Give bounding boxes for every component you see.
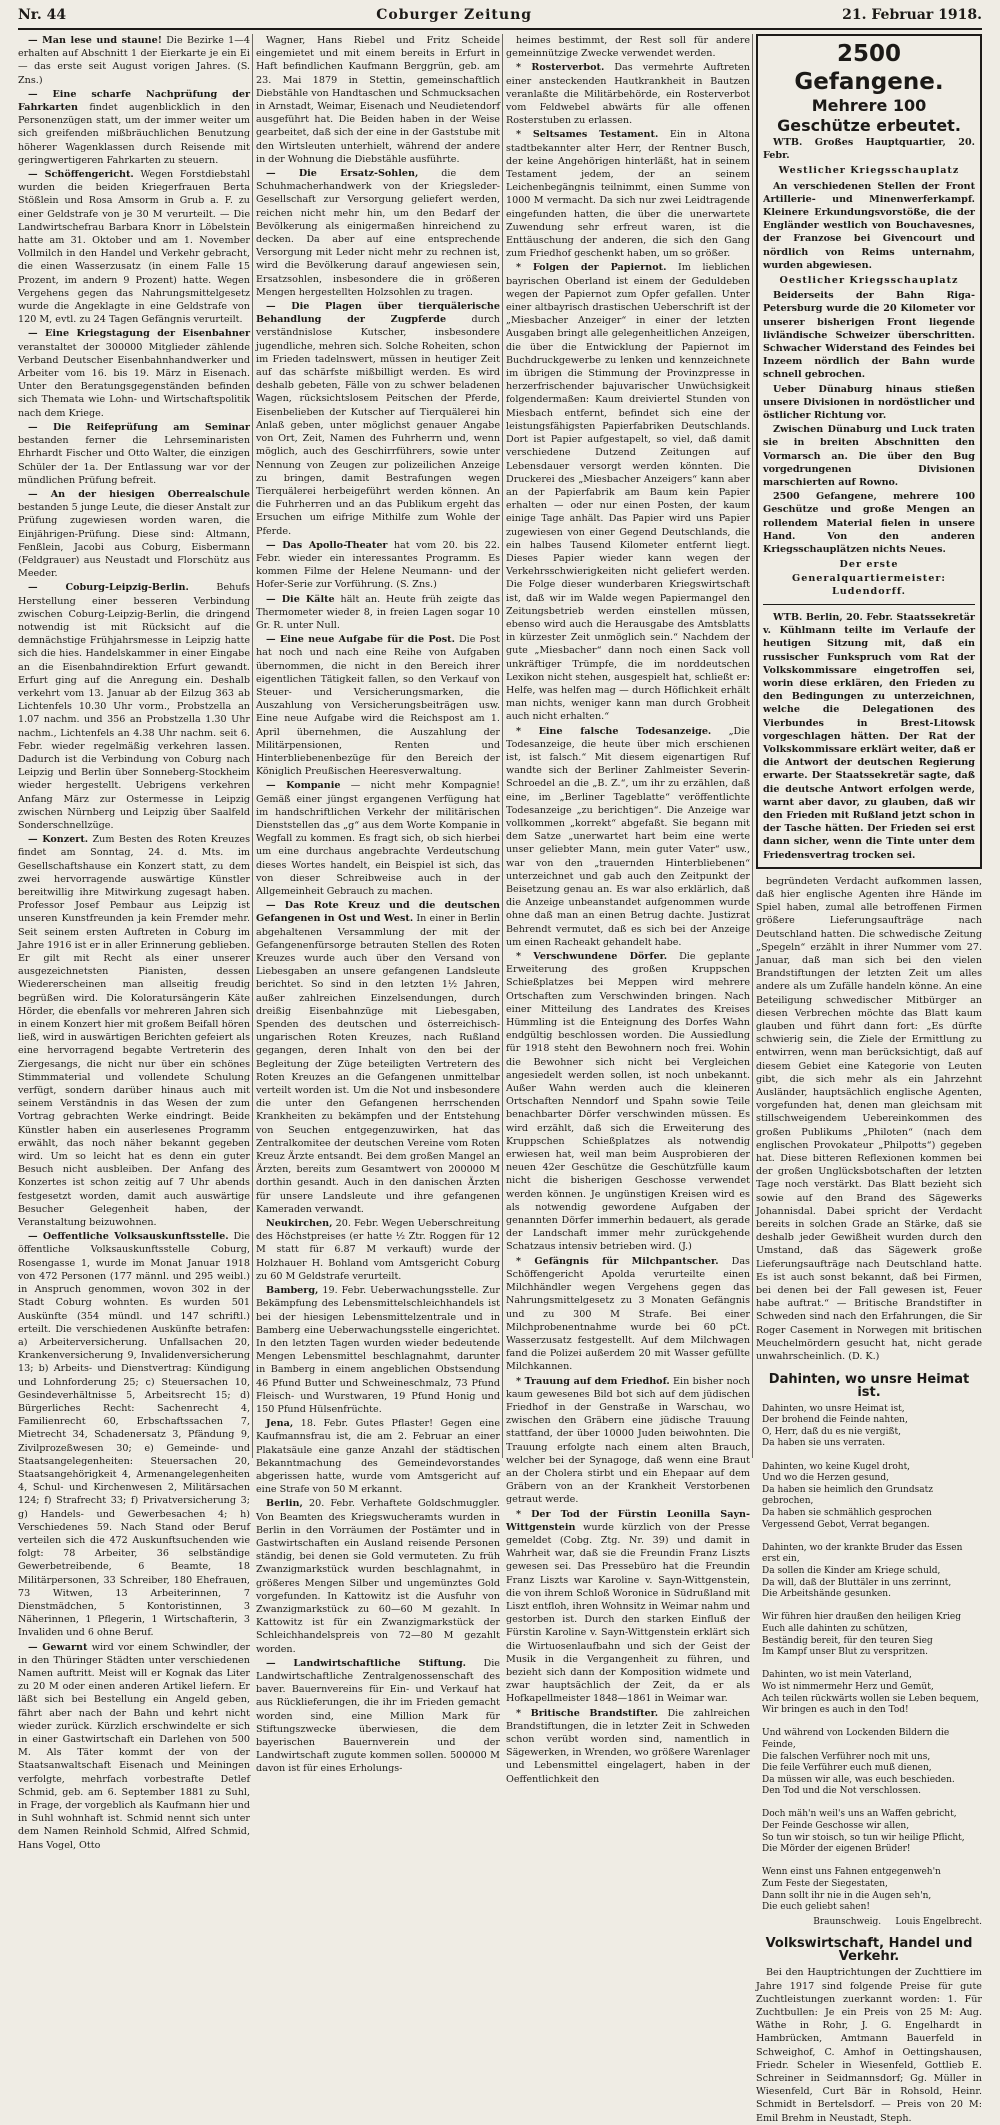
article-text: die dem Schuhmacherhandwerk von der Kriegsleder-Gesellschaft zur Versorgung geliefert werden, reichen nicht mehr hin, um den Bedarf der Bevölkerung als einigermaßen hinreichend zu decken. Da aber auf eine entsprechende Versorgung mit Leder nicht mehr zu rechnen ist, wird die Bevölkerung darauf angewiesen sein, Ersatzsohlen, insbesondere die in größeren Mengen hergestellten Holzsohlen zu tragen. <box>256 168 500 298</box>
article-heading: — Eine Kriegstagung der Eisenbahner <box>28 328 250 340</box>
column-2 <box>256 34 500 1775</box>
berlin-report: WTB. Berlin, 20. Febr. Staatssekretär v. Kühlmann teilte im Verlaufe der heutigen Sitzung mit, daß ein russischer Funkspruch vom Rat der Volkskommissare eingetroffen sei, worin diese erklären, den Frieden zu den Bedingungen zu unterzeichnen, welche die Delegationen des Vierbundes in Brest-Litowsk vorgeschlagen hätten. Der Rat der Volkskommissare erklärt weiter, daß er die Antwort der deutschen Regierung erwarte. Der Staatssekretär sagte, daß die deutsche Antwort erfolgen werde, warnt aber davor, zu glauben, daß wir den Frieden mit Rußland jetzt schon in der Tasche hätten. Der Frieden sei erst dann sicher, wenn die Tinte unter dem Friedensvertrag trocken sei. <box>763 611 975 861</box>
poem-line: Da haben sie schmählich gesprochen <box>762 1508 932 1519</box>
article <box>506 1255 750 1374</box>
poem-line: Der Feinde Geschosse wir allen, <box>762 1821 910 1832</box>
poem-line: Wenn einst uns Fahnen entgegenweh'n <box>762 1867 941 1878</box>
war-report-box <box>756 34 982 869</box>
article <box>256 779 500 898</box>
article <box>18 34 250 87</box>
article-text: findet augenblicklich in den Personenzügen statt, um der immer weiter um sich greifenden mißbräuchlichen Benutzung höherer Wagenklassen durch Reisende mit geringwertigeren Fahrkarten zu steuern. <box>18 102 250 166</box>
article <box>506 725 750 949</box>
article <box>18 581 250 832</box>
masthead <box>18 4 982 26</box>
article-heading: — Das Rote Kreuz und die deutschen Gefangenen in Ost und West. <box>256 900 500 925</box>
article-heading: * Seltsames Testament. <box>516 129 659 141</box>
poem-line: Die falschen Verführer noch mit uns, <box>762 1751 931 1762</box>
poem-line: Im Kampf unser Blut zu verspritzen. <box>762 1647 929 1658</box>
article-heading: — Man lese und staune! <box>28 35 162 46</box>
poem-line: Dahinten, wo unsre Heimat ist, <box>762 1403 905 1414</box>
article <box>18 1641 250 1852</box>
article-text: Das Schöffengericht Apolda verurteilte einen Milchhändler wegen Vergehens gegen das Nahrungsmittelgesetz zu 3 Monaten Gefängnis und zu 300 M Strafe. Bei einer Milchprobenentnahme wurde bei 60 pCt. Wasserzusatz festgestellt. Auf dem Milchwagen fand die Polizei außerdem 20 mit Wasser gefüllte Milchkannen. <box>506 1255 750 1373</box>
article <box>506 1508 750 1706</box>
article-heading: — Schöffengericht. <box>28 169 134 181</box>
article <box>256 899 500 1216</box>
article <box>256 1284 500 1416</box>
article-text: Die Post hat noch und nach eine Reihe von Aufgaben übernommen, die nicht in den Bereich ihrer eigentlichen Tätigkeit fallen, so den Verkauf von Steuer- und Versicherungsmarken, die Auszahlung von Versicherungsbeiträgen usw. Eine neue Aufgabe wird die Reichspost am 1. April übernehmen, die Auszahlung der Militärpensionen, Renten und Hinterbliebenenbezüge für den Bereich der Königlich Preußischen Heeresverwaltung. <box>256 634 500 778</box>
article <box>256 593 500 633</box>
article-text: 18. Febr. Gutes Pflaster! Gegen eine Kaufmannsfrau ist, die am 2. Februar an einer Plakatsäule eine ganze Anzahl der städtischen Bekanntmachung des Gemeindevorstandes abgerissen hatte, wurde vom Amtsgericht auf eine Strafe von 50 M erkannt. <box>256 1418 500 1496</box>
article-text: Die öffentliche Volksauskunftsstelle Coburg, Rosengasse 1, wurde im Monat Januar 1918 von 472 Personen (177 männl. und 295 weibl.) in Anspruch genommen, wovon 302 in der Stadt Coburg wohnten. Es wurden 501 Auskünfte (354 mündl. und 147 schriftl.) erteilt. Die verschiedenen Auskünfte betrafen: a) Arbeiterversicherung. Unfallsachen 20, Krankenversicherung 9, Invalidenversicherung 13; b) Arbeits- und Dienstvertrag: Kündigung und Lohnforderung 25; c) Steuersachen 10, Gesindeverhältnisse 5, Arbeitsrecht 15; d) Bürgerliches Recht: Sachenrecht 4, Familienrecht 60, Erbschaftssachen 7, Mietrecht 34, Schadenersatz 3, Pfändung 9, Zivilprozeßwesen 30; e) Gemeinde- und Staatsangelegenheiten: Steuersachen 20, Staatsangehörigkeit 4, Armenangelegenheiten 4, Schul- und Kirchenwesen 2, Militärsachen 124; f) Strafrecht 33; f) Privatversicherung 3; g) Handels- und Gewerbesachen 4; h) Verschiedenes 59. Nach Stand oder Beruf verteilen sich die 472 Auskunftsuchenden wie folgt: 78 Arbeiter, 36 selbständige Gewerbetreibende, 6 Beamte, 18 Militärpersonen, 33 Schreiber, 180 Ehefrauen, 73 Witwen, 13 Arbeiterinnen, 7 Dienstmädchen, 5 Kontoristinnen, 3 Näherinnen, 1 Pflegerin, 1 Wirtschafterin, 3 Invaliden und 6 ohne Beruf. <box>18 1231 250 1639</box>
poem-line: Da haben sie heimlich den Grundsatz gebrochen, <box>762 1484 933 1507</box>
poem-line: Da will, daß der Bluttäler in uns zerrinnt, <box>762 1577 952 1588</box>
article-heading: * Folgen der Papiernot. <box>516 262 667 274</box>
article <box>506 1375 750 1507</box>
article-heading: — Gewarnt <box>28 1641 88 1653</box>
east-report-3: Zwischen Dünaburg und Luck traten sie in breiten Abschnitten den Vormarsch an. Die über den Bug vorgedrungenen Divisionen marschierten auf Rowno. <box>763 424 975 489</box>
article-text: Die Landwirtschaftliche Zentralgenossenschaft des baver. Bauernvereins für Ein- und Verkauf hat aus Rücklieferungen, die ihr im Frieden gemacht worden sind, eine Million Mark für Stiftungszwecke überwiesen, die dem bayerischen Bauernverein und der Landwirtschaft zugute kommen sollen. 500000 M davon ist für eines Erholungs- <box>256 1657 500 1775</box>
section-west: Westlicher Kriegsschauplatz <box>778 165 960 177</box>
article <box>18 1230 250 1639</box>
article-text: Im lieblichen bayrischen Oberland ist einem der Geduldeben wegen der Papiernot zum Opfer gefallen. Unter einer altbayrisch drastischen Ueberschrift ist der „Miesbacher Anzeiger“ in einer der letzten Ausgaben bringt alle gelegenheitlichen Anzeigen, die über die Entwicklung der Papiernot im Buchdruckgewerbe zu lenken und kennzeichnete im übrigen die Stimmung der Provinzpresse in herzerfrischender bajuvarischer Unwüchsigkeit folgendermaßen: Kaum dreiviertel Stunden von Miesbach entfernt, befindet sich eine der leistungsfähigsten Papierfabriken Deutschlands. Dort ist Papier aufgestapelt, so viel, daß damit verschiedene Dutzend Zeitungen auf Lebensdauer versorgt werden könnten. Die Druckerei des „Miesbacher Anzeigers“ kann aber an der Papierfabrik am Baum kein Papier erhalten — oder nur einen Posten, der kaum einige Tage anhält. Das Papier wird uns Papier zugewiesen von einer Gegend Deutschlands, die ein halbes Tausend Kilometer entfernt liegt. Dieses Papier wieder kann wegen der Verkehrsschwierigkeiten nicht geliefert werden. Die Folge dieser wunderbaren Kriegswirtschaft ist, daß wir im Walde wegen Papiermangel den Zeitungsbetrieb werden einstellen müssen, ebenso wird auch die Herausgabe des Amtsblatts in kürzester Zeit unmöglich sein.“ Nachdem der gute „Miesbacher“ dann noch einen Sack voll unkräftiger Trümpfe, die im norddeutschen Lexikon nicht stehen, ausgespielt hat, schließt er: Helfe, was helfen mag — durch Höflichkeit erhält man nichts, weniger kann man durch Grobheit auch nicht erhalten.“ <box>506 262 750 723</box>
article-text: „Die Todesanzeige, die heute über mich erschienen ist, ist falsch.“ Mit diesem eigenartigen Ruf wandte sich der Berliner Zahlmeister Severin-Schroedel an die „B. Z.“, um ihr zu erzählen, daß eine, im „Berliner Tageblatte“ veröffentlichte Todesanzeige „zu berichtigen“. Die Anzeige war vollkommen „korrekt“ abgefaßt. Sie begann mit dem Satze „unerwartet hart beim eine werte unser geliebter Mann, mein guter Vater“ usw., war von den „trauernden Hinterbliebenen“ unterzeichnet und gab auch den Zeitpunkt der Beisetzung genau an. Es war also erklärlich, daß die Anzeige unbeanstandet aufgenommen wurde ohne daß man an einen Betrug dachte. Justizrat Behrendt vermutet, daß es sich bei der Anzeige um einen Racheakt gehandelt habe. <box>506 725 750 948</box>
article <box>256 1657 500 1776</box>
poem-author: Louis Engelbrecht. <box>895 1916 982 1927</box>
article-text: heimes bestimmt, der Rest soll für andere gemeinnützige Zwecke verwendet werden. <box>506 35 750 60</box>
poem-line <box>762 1450 982 1462</box>
article-heading: — Die Plagen über tierquälerische Behandlung der Zugpferde <box>256 301 500 326</box>
poem-line <box>762 1798 982 1810</box>
article-text: — nicht mehr Kompagnie! Gemäß einer jüngst ergangenen Verfügung hat im handschriftlichen Verkehr der militärischen Dienststellen das „g“ aus dem Worte Kompanie in Wegfall zu kommen. Es fragt sich, ob sich hierbei um eine durchaus angebrachte Verdeutschung dieses Wortes handelt, ein Beispiel ist sich, das von dieser Schreibweise auch in der Allgemeinheit Gebrauch zu machen. <box>256 780 500 897</box>
poem-line: Da müssen wir alle, was euch beschieden. <box>762 1774 955 1785</box>
poem-line: Zum Feste der Siegestaten, <box>762 1879 888 1890</box>
poem-line: Wir führen hier draußen den heiligen Krieg <box>762 1612 961 1623</box>
article-text: In einer in Berlin abgehaltenen Versammlung der mit der Gefangenenfürsorge betrauten Stellen des Roten Kreuzes wurde auch über den Versand von Liebesgaben an unsere gefangenen Landsleute berichtet. So sind in den letzten 1½ Jahren, außer zahlreichen Einzelsendungen, durch dreißig Eisenbahnzüge mit Liebesgaben, Spenden des deutschen und österreichisch-ungarischen Roten Kreuzes, nach Rußland gegangen, deren Inhalt von den bei der Begleitung der Züge beteiligten Vertretern des Roten Kreuzes an die Gefangenen unmittelbar verteilt worden ist. Um die Not und insbesondere die unter den Gefangenen herrschenden Krankheiten zu bekämpfen und der Entstehung von Seuchen entgegenzuwirken, hat das Zentralkomitee der deutschen Vereine vom Roten Kreuz Ärzte entsandt. Bei dem großen Mangel an Ärzten, bereits zum Gesamtwert von 200000 M dorthin gesandt. Auch in den danischen Ärzten für unsere Landsleute und ihre gefangenen Kameraden verwandt. <box>256 913 500 1215</box>
article-text: Behufs Herstellung einer besseren Verbindung zwischen Coburg-Leipzig-Berlin, die dringend notwendig ist mit Rücksicht auf die demnächstige Frühjahrsmesse in Leipzig hatte sich die hies. Handelskammer in einer Eingabe an die Eisenbahndirektion Erfurt gewandt. Erfurt ging auf die Anregung ein. Deshalb verkehrt vom 13. Januar ab der Eilzug 363 ab Lichtenfels 10.30 Uhr vorm., Probstzella an 1.07 nachm. und 356 an Probstzella 1.30 Uhr nachm., Lichtenfels an 4.38 Uhr nachm. seit 6. Febr. wieder regelmäßig verkehren lassen. Dadurch ist die Verbindung von Coburg nach Leipzig und Berlin über Sonneberg-Stockheim wieder hergestellt. Uebrigens verkehren Anfang März zur Ostermesse in Leipzig zwischen Nürnberg und Leipzig über Saalfeld Sonderschnellzüge. <box>18 582 250 831</box>
article-heading: — Oeffentliche Volksauskunftsstelle. <box>28 1231 229 1243</box>
poem-line <box>762 1717 982 1729</box>
article-heading: * Eine falsche Todesanzeige. <box>516 725 712 737</box>
poem-line: Da sollen die Kinder am Kriege schuld, <box>762 1566 941 1576</box>
article-heading: — An der hiesigen Oberrealschule <box>28 488 250 500</box>
article-heading: — Landwirtschaftliche Stiftung. <box>266 1657 467 1669</box>
article <box>18 488 250 580</box>
section-east: Oestlicher Kriegsschauplatz <box>779 275 959 287</box>
poem-title: Dahinten, wo unsre Heimat ist. <box>768 1372 970 1401</box>
economy-heading: Volkswirtschaft, Handel und Verkehr. <box>765 1936 973 1965</box>
column-divider <box>252 34 253 1458</box>
article-text: Die geplante Erweiterung des großen Kruppschen Schießplatzes bei Meppen wird mehrere Ortschaften zum Verschwinden bringen. Nach einer Mitteilung des Landrates des Kreises Hümmling ist die Enteignung des Dorfes Wahn endgültig beschlossen worden. Die Aussiedlung für 1918 steht den Bewohnern noch frei. Wohin die Bewohner sich nicht bei Vergleichen angesiedelt werden sollen, ist noch unbekannt. Außer Wahn werden auch die kleineren Ortschaften Nenndorf und Spahn sowie Teile benachbarter Dörfer verschwinden müssen. Es wird erzählt, daß sich die Erweiterung des Kruppschen Schießplatzes als notwendig erwiesen hat, weil man beim Ausprobieren der neuen 42er Geschütze die Geschützfülle kaum nicht die bisherigen Geschosse verwendet werden können. Je ungünstigen Kreisen wird es als notwendig gewordene Aufgaben der genannten Dörfer immerhin bedauert, als gerade der Landschaft immer mehr zurückgehende Schatzaus intensiv betrieben wird. (J.) <box>506 951 750 1253</box>
column-divider <box>752 34 753 1458</box>
poem-line: Da haben sie uns verraten. <box>762 1438 886 1449</box>
article <box>18 833 250 1229</box>
article-heading: — Konzert. <box>28 834 89 846</box>
article-text: Die zahlreichen Brandstiftungen, die in letzter Zeit in Schweden schon verübt worden sind, namentlich in Sägewerken, in Wrenden, wo größere Warenlager und Lebensmittel eingelagert, haben in der Oeffentlichkeit den <box>506 1707 750 1785</box>
report-signature: Der erste Generalquartiermeister: Ludendorff. <box>792 559 946 597</box>
arson-article-continued: begründeten Verdacht aufkommen lassen, daß hier englische Agenten ihre Hände im Spiel haben, zumal alle betroffenen Firmen größere Lieferungsaufträge nach Deutschland hatten. Die schwedische Zeitung „Spegeln“ erzählt in ihrer Nummer vom 27. Januar, daß man sich bei den vielen Brandstiftungen der letzten Zeit um alles andere als um Zufälle handeln könne. An eine Beteiligung schwedischer Mitbürger an diesen Verbrechen möchte das Blatt kaum glauben und führt dann fort: „Es dürfte schwierig sein, die Ziele der Ermittlung zu entwirren, wenn man berücksichtigt, daß auf diesem Gebiet eine Kategorie von Leuten gibt, die sich mehr als ein Jahrzehnt Ausländer, hauptsächlich englische Agenten, vorgefunden hat, denen man gleichsam mit stillschweigendem Uebereinkommen des großen Publikums „Philoten“ (nach dem englischen Provokateur „Philpotts“) gegeben hat. Diese bitteren Reflexionen kommen bei der großen Unglücksbotschaften der letzten Tage noch verstärkt. Das Blatt bezieht sich sowie auf den Brand des Sägewerks Johannisdal. Dabei spricht der Verdacht bereits in solchen Grade an Stärke, daß sie deshalb jeder Gewißheit wurden durch den Umstand, daß das Sägewerk große Lieferungsaufträge nach Deutschland hatte. Es ist auch sonst bekannt, daß bei Firmen, bei denen bei der Fall gewesen ist, Feuer habe auftrat.“ — Britische Brandstifter in Schweden sind nach den Erfahrungen, die Sir Roger Casement in Norwegen mit britischen Meuchelmördern gesucht hat, nicht gerade unwahrscheinlich. (D. K.) <box>756 875 982 1363</box>
article <box>256 539 500 592</box>
poem-line: Die Arbeitshände gesunken. <box>762 1589 891 1600</box>
headline-guns: Mehrere 100 Geschütze erbeutet. <box>777 96 961 135</box>
article <box>256 1217 500 1283</box>
article-text: Wagner, Hans Riebel und Fritz Scheide eingemietet und mit einem bereits in Erfurt in Haft befindlichen Kaufmann Berggrün, geb. am 23. Mai 1879 in Stettin, gemeinschaftlich Diebstähle von Handtaschen und Schmucksachen in Arnstadt, Weimar, Eisenach und Neudietendorf ausgeführt hat. Die Beiden haben in der Weise gearbeitet, daß sich der eine in der Gaststube mit den Wirtsleuten unterhielt, während der andere in der Wohnung die Diebstähle ausführte. <box>256 35 500 165</box>
poem-body <box>756 1404 982 1914</box>
article-text: wird vor einem Schwindler, der in den Thüringer Städten unter verschiedenen Namen auftritt. Meist will er Kognak das Liter zu 20 M oder einen anderen Artikel liefern. Er läßt sich bei Bestellung ein Angeld geben, fährt aber nach der Bahn und kehrt nicht wieder zurück. Kürzlich erschwindelte er sich in einer Gastwirtschaft ein Darlehen von 500 M. Als Täter kommt der von der Staatsanwaltschaft Eisenach und Meiningen verfolgte, mehrfach vorbestrafte Detlef Schmid, geb. am 6. September 1881 zu Suhl, in Frage, der vorgeblich als Kaufmann hier und in Suhl wohnhaft ist. Schmid nennt sich unter dem Namen Reinhold Schmid, Alfred Schmid, Hans Vogel, Otto <box>18 1641 250 1851</box>
article <box>256 1497 500 1655</box>
poem-line: Euch alle dahinten zu schützen, <box>762 1623 908 1634</box>
article-heading: — Die Kälte <box>266 593 335 605</box>
article-text: Die Bezirke 1—4 erhalten auf Abschnitt 1 der Eierkarte je ein Ei — das erste seit August vorigen Jahres. (S. Zns.) <box>18 35 250 86</box>
economy-text: Bei den Hauptrichtungen der Zuchttiere im Jahre 1917 sind folgende Preise für gute Zuchtleistungen zuerkannt worden: 1. Für Zuchtbullen: Je ein Preis von 25 M: Aug. Wäthe in Rohr, J. G. Engelhardt in Hambrücken, Amtmann Bauerfeld in Schweighof, C. Amhof in Oettingshausen, Friedr. Scheler in Wiesenfeld, Gottlieb E. Schreiner in Seidmannsdorf; Gg. Müller in Wiesenfeld, Curt Bär in Rohsold, Heinr. Schmidt in Bertelsdorf. — Preis von 20 M: Emil Brehm in Neustadt, Steph. <box>756 1967 982 2124</box>
dateline: WTB. Großes Hauptquartier, 20. Febr. <box>763 137 975 162</box>
article-heading: — Das Apollo-Theater <box>266 539 388 551</box>
article-heading: * Trauung auf dem Friedhof. <box>516 1375 670 1387</box>
article-heading: * Britische Brandstifter. <box>516 1707 659 1719</box>
east-report-2: Ueber Dünaburg hinaus stießen unsere Divisionen in nordöstlicher und östlicher Richtung vor. <box>763 383 975 422</box>
article-text: Das vermehrte Auftreten einer ansteckenden Hautkrankheit in Bautzen veranlaßte die Militärbehörde, ein Rosterverbot vom Feldwebel abwärts für alle offenen Rosterstuben zu erlassen. <box>506 62 750 127</box>
article <box>256 633 500 778</box>
column-1 <box>18 34 250 1851</box>
article-heading: * Rosterverbot. <box>516 62 605 74</box>
article-text: durch verständnislose Kutscher, insbesondere jugendliche, mehren sich. Solche Roheiten, schon im Frieden tadelnswert, müssen in heutiger Zeit auf das schärfste mißbilligt werden. Es wird deshalb gebeten, Fälle von zu schwer beladenen Wagen, rücksichtslosem Peitschen der Pferde, Eisenbelieben der Kutscher auf Tierquälerei hin Anlaß geben, unter möglichst genauer Angabe von Ort, Zeit, Namen des Fuhrherrn und, wenn möglich, auch des Geschirrführers, sowie unter Nennung von Zeugen zur polizeilichen Anzeige zu bringen, damit Bestrafungen wegen Tierquälerei herbeigeführt werden können. An die Fuhrherren und an das Publikum ergeht das Ersuchen um eifrige Mithilfe zum Wohle der Pferde. <box>256 314 500 537</box>
poem-line: Dann sollt ihr nie in die Augen seh'n, <box>762 1890 932 1901</box>
poem-line: Und während von Lockenden Bildern die Feinde, <box>762 1728 950 1750</box>
poem-signature <box>756 1916 982 1929</box>
article-text: 19. Febr. Ueberwachungsstelle. Zur Bekämpfung des Lebensmittelschleichhandels ist bei der hiesigen Lebensmittelzentrale und in Bamberg eine Ueberwachungsstelle eingerichtet. In den letzten Tagen wurden wieder bedeutende Mengen Lebensmittel beschlagnahmt, darunter in Bamberg in einem angeblichen Obstsendung 46 Pfund Butter und Schweineschmalz, 73 Pfund Fleisch- und Wurstwaren, 19 Pfund Honig und 150 Pfund Hülsenfrüchte. <box>256 1285 500 1415</box>
poem-line <box>762 1659 982 1671</box>
article-text: Ein in Altona stadtbekannter alter Herr, der Rentner Busch, der keine Angehörigen hinterläßt, hat in seinem Testament jedem, der an seinem Leichenbegängnis teilnimmt, einen Summe von 1000 M vermacht. Da sich nur zwei Leidtragende eingefunden hatten, die über die unerwartete Zuwendung sehr erfreut waren, ist die Enttäuschung der anderen, die sich den Gang zum Friedhof geschenkt haben, um so größer. <box>506 129 750 260</box>
article-text: 20. Febr. Verhaftete Goldschmuggler. Von Beamten des Kriegswucheramts wurden in Berlin in den Vorräumen der Postämter und in Gastwirtschaften ein Ausland reisende Personen ständig, bei denen sie Gold vermuteten. Zu früh Zwanzigmarkstück wurden beschlagnahmt, in größeres Mengen Silber und ungemünztes Gold vorgefunden. In Kattowitz ist die Ausfuhr von Zwanzigmarkstück zu 60—60 M gezahlt. In Kattowitz ist für ein Zwanzigmarkstück der Schleichhandelspreis von 72—80 M gezahlt worden. <box>256 1498 500 1655</box>
page-number: Nr. 44 <box>18 7 67 23</box>
article-heading: * Der Tod der Fürstin Leonilla Sayn-Wittgenstein <box>506 1508 750 1533</box>
headline-prisoners: 2500 Gefangene. <box>794 41 944 95</box>
article-text: Ein bisher noch kaum gewesenes Bild bot sich auf dem jüdischen Friedhof in der Genstraße in Warschau, wo zwischen den Gräbern eine jüdische Trauung stattfand, der über 10000 Juden beiwohnten. Die Trauung erfolgte nach einem alten Brauch, welcher bei der Synagoge, daß wenn eine Braut an der Cholera stirbt und ein Ehepaar auf dem Gräbern von an der Krankheit Verstorbenen getraut werde. <box>506 1375 751 1506</box>
article-heading: — Kompanie <box>266 780 341 792</box>
article-text: Wegen Forstdiebstahl wurden die beiden Kriegerfrauen Berta Stößlein und Rosa Amsorm in Grub a. F. zu einer Geldstrafe von je 30 M verurteilt. — Die Landwirtschefrau Barbara Knorr in Löbelstein hatte am 31. Oktober und am 1. November Vollmilch in den Handel und Verkehr gebracht, die einen Wasserzusatz (in einem Falle 15 Prozent, im andern 9 Prozent) hatte. Wegen Vergehens gegen das Nahrungsmittelgesetz wurde die Angeklagte in eine Geldstrafe von 120 M, evtl. zu 24 Tagen Gefängnis verurteilt. <box>18 169 250 326</box>
poem-line: Beständig bereit, für den teuren Sieg <box>762 1635 933 1646</box>
poem-line: Ach teilen rückwärts wollen sie Leben bequem, <box>762 1693 979 1704</box>
article-heading: Berlin, <box>266 1498 303 1510</box>
article-heading: Bamberg, <box>266 1285 319 1297</box>
article <box>18 327 250 419</box>
poem-line <box>762 1601 982 1613</box>
column-3 <box>506 34 751 1785</box>
poem-line: Der brohend die Feinde nahten, <box>762 1415 908 1426</box>
east-report: Beiderseits der Bahn Riga-Petersburg wurde die 20 Kilometer vor unserer bisherigen Front liegende livländische Schweizer überschritten. Schwacher Widerstand des Feindes bei Inzeem nördlich der Bahn wurde schnell gebrochen. <box>763 290 975 381</box>
poem-line <box>762 1531 982 1543</box>
box-divider <box>763 604 975 605</box>
poem-line: Die Mörder der eigenen Brüder! <box>762 1844 911 1855</box>
poem-line: Dahinten, wo keine Kugel droht, <box>762 1461 911 1472</box>
article-text: veranstaltet der 300000 Mitglieder zählende Verband Deutscher Eisenbahnhandwerker und Arbeiter vom 16. bis 19. März in Eisenach. Unter den Beratungsgegenständen befinden sich Themata wie Lohn- und Wirtschaftspolitik nach dem Kriege. <box>18 341 250 419</box>
west-report: An verschiedenen Stellen der Front Artillerie- und Minenwerferkampf. Kleinere Erkundungsvorstöße, die der Engländer westlich von Bouchavesnes, der Franzose bei Givencourt und nördlich von Reims unternahm, wurden abgewiesen. <box>763 180 975 271</box>
poem-line: So tun wir stoisch, so tun wir heilige Pflicht, <box>762 1832 965 1843</box>
article-text: bestanden 5 junge Leute, die dieser Anstalt zur Prüfung zugewiesen worden waren, die Einjährigen-Prüfung. Diese sind: Altmann, Fenßlein, Jacobi aus Coburg, Eisbermann (Feldgrauer) aus Neustadt und Florschütz aus Meeder. <box>18 502 250 580</box>
east-report-4: 2500 Gefangene, mehrere 100 Geschütze und große Mengen an rollendem Material fielen in unsere Hand. Von den anderen Kriegsschauplätzen nichts Neues. <box>763 491 975 556</box>
newspaper-title: Coburger Zeitung <box>376 7 533 23</box>
article <box>506 1707 750 1786</box>
poem-line <box>762 1856 982 1868</box>
article <box>256 34 500 166</box>
article <box>506 950 750 1254</box>
article <box>256 167 500 299</box>
article-heading: — Eine scharfe Nachprüfung der Fahrkarten <box>18 88 250 114</box>
article-text: 20. Febr. Wegen Ueberschreitung des Höchstpreises (er hatte ½ Ztr. Roggen für 12 M statt für 6.87 M verkauft) wurde der Holzhauer H. Bohland vom Amtsgericht Coburg zu 60 M Geldstrafe verurteilt. <box>256 1218 500 1282</box>
article-text: hat vom 20. bis 22. Febr. wieder ein interessantes Programm. Es kommen Filme der Helene Neumann- und der Hofer-Serie zur Vorführung. (S. Zns.) <box>256 539 500 591</box>
poem-line: Doch mäh'n weil's uns an Waffen gebricht, <box>762 1809 957 1820</box>
poem-place: Braunschweig. <box>813 1916 882 1927</box>
article <box>18 168 250 326</box>
article-heading: * Verschwundene Dörfer. <box>516 951 668 963</box>
poem-line: Und wo die Herzen gesund, <box>762 1473 889 1484</box>
article-heading: Neukirchen, <box>266 1218 333 1230</box>
article <box>506 261 750 723</box>
article-heading: — Die Reifeprüfung am Seminar <box>28 421 250 433</box>
poem-line: Wir bringen es auch in den Tod! <box>762 1705 909 1716</box>
column-4 <box>756 34 982 2124</box>
poem-line: Die euch geliebt sahen! <box>762 1902 871 1913</box>
poem-line: Die feile Verführer euch muß dienen, <box>762 1763 932 1774</box>
poem-line: Vergessend Gebot, Verrat begangen. <box>762 1519 930 1530</box>
article <box>506 61 750 127</box>
article-heading: Jena, <box>266 1418 294 1430</box>
poem-line: Den Tod und die Not verschlossen. <box>762 1786 922 1797</box>
article <box>506 128 750 260</box>
poem-line: Dahinten, wo der krankte Bruder das Essen erst ein, <box>762 1542 963 1565</box>
issue-date: 21. Februar 1918. <box>842 7 982 23</box>
article <box>256 1417 500 1496</box>
article <box>506 34 750 60</box>
article <box>256 300 500 538</box>
article-text: bestanden ferner die Lehrseminaristen Ehrhardt Fischer und Otto Walter, die einzigen Schüler der 1a. Der Entlassung war vor der mündlichen Prüfung befreit. <box>18 435 250 486</box>
article-text: Zum Besten des Roten Kreuzes findet am Sonntag, 24. d. Mts. im Gesellschaftshause ein Konzert statt, zu dem zwei hervorragende auswärtige Künstler bereitwillig ihre Mitwirkung zugesagt haben. Professor Josef Pembaur aus Leipzig ist unseren Kunstfreunden ja kein Fremder mehr. Seit seinem ersten Auftreten in Coburg im Jahre 1916 ist er in aller Erinnerung geblieben. Er gilt mit Recht als einer unserer ausgezeichnetsten Pianisten, dessen Wiedererscheinen man allseitig freudig begrüßen wird. Die Koloratursängerin Käte Hörder, die ebenfalls vor mehreren Jahren sich in einem Konzert hier mit großem Beifall hören ließ, wird in auswärtigen Berichten gefeiert als eine hervorragend begabte Vertreterin des Ziergesangs, die nicht nur über ein schönes Stimmmaterial und vollendete Schulung verfügt, sondern darüber hinaus auch mit seinem Verständnis in das Wesen der zum Vortrag gebrachten Werke eindringt. Beide Künstler haben ein auserlesenes Programm erwählt, das noch näher bekannt gegeben wird. Um so leicht hat es denn ein guter Besuch nicht ausbleiben. Der Anfang des Konzertes ist schon zeitig auf 7 Uhr abends festgesetzt worden, damit auch auswärtige Besucher Gelegenheit haben, der Veranstaltung beizuwohnen. <box>18 834 250 1229</box>
article-heading: — Die Ersatz-Sohlen, <box>266 168 419 180</box>
article <box>18 88 250 167</box>
article-text: wurde kürzlich von der Presse gemeldet (Cobg. Ztg. Nr. 39) und damit in Wahrheit war, daß sie die Freundin Franz Liszts gewesen sei. Das Pressebüro hat die Freundin Franz Liszts war Karoline v. Sayn-Wittgenstein, die von ihrem Schloß Woronice in Südrußland mit Liszt entfloh, ihren Wohnsitz in Weimar nahm und gestorben ist. Durch den starken Einfluß der Fürstin Karoline v. Sayn-Wittgenstein erklärt sich die Wirtuosenlaufbahn und sich der Geist der Musik in die Vergangenheit zu führen, und bezieht sich dann der Komposition widmete und zwar hauptsächlich der Zeit, da er als Hofkapellmeister 1848—1861 in Weimar war. <box>506 1521 750 1705</box>
poem-line: O, Herr, daß du es nie vergißt, <box>762 1426 902 1437</box>
article-heading: — Coburg-Leipzig-Berlin. <box>28 582 189 594</box>
masthead-rule <box>18 28 982 30</box>
poem-line: Dahinten, wo ist mein Vaterland, <box>762 1670 912 1681</box>
article-heading: * Gefängnis für Milchpantscher. <box>516 1255 719 1267</box>
article-heading: — Eine neue Aufgabe für die Post. <box>266 634 455 646</box>
poem-line: Wo ist nimmermehr Herz und Gemüt, <box>762 1681 934 1692</box>
article <box>18 421 250 487</box>
column-divider <box>502 34 503 1458</box>
article-text: hält an. Heute früh zeigte das Thermometer wieder 8, in freien Lagen sogar 10 Gr. R. unter Null. <box>256 593 500 631</box>
